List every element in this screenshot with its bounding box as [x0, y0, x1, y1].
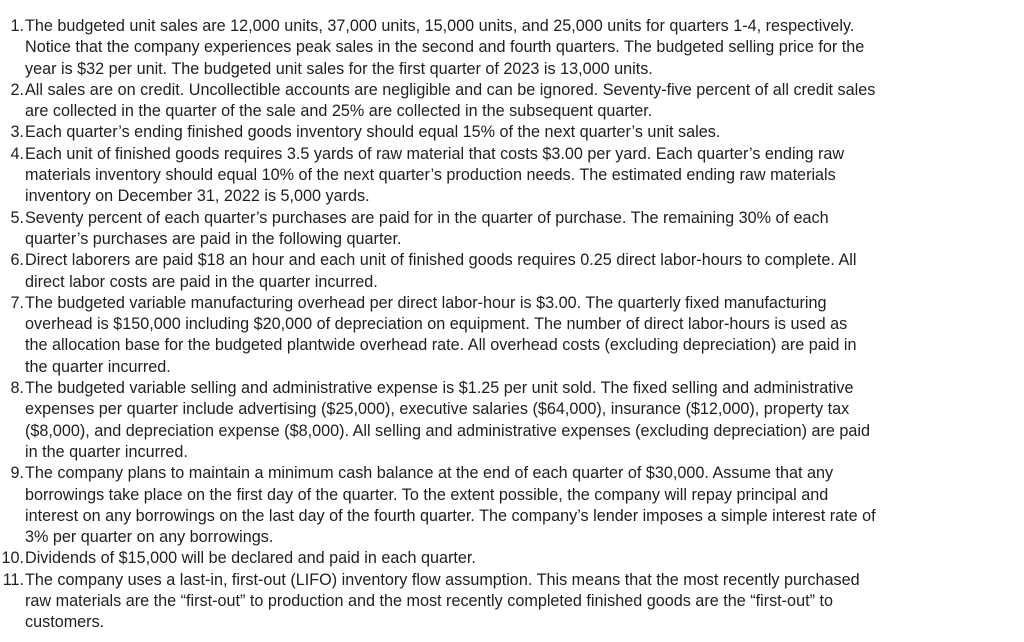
text-line: Dividends of $15,000 will be declared and paid in each quarter. [25, 549, 476, 568]
item-text [24, 570, 1016, 634]
item-number: 1. [10, 17, 24, 35]
text-line: All sales are on credit. Uncollectible accounts are negligible and can be ignored. Seventy-five percent of all credit sales [25, 80, 876, 99]
item-number: 8. [10, 379, 24, 398]
list-item-3 [0, 122, 1016, 143]
text-line: year is $32 per unit. The budgeted unit sales for the first quarter of 2023 is 13,000 units. [25, 59, 653, 78]
item-text [24, 250, 1016, 293]
list-item-11 [0, 570, 1016, 634]
item-text [24, 463, 1016, 548]
text-line: materials inventory should equal 10% of the next quarter’s production needs. The estimated ending raw materials [25, 166, 836, 185]
text-line: The budgeted variable manufacturing overhead per direct labor-hour is $3.00. The quarterly fixed manufacturing [25, 293, 827, 312]
item-text [24, 122, 1016, 143]
text-line: The company plans to maintain a minimum cash balance at the end of each quarter of $30,000. Assume that any [25, 464, 834, 483]
list-item-1 [0, 16, 1016, 80]
item-text [24, 80, 1016, 123]
item-text [24, 16, 1016, 80]
item-text [24, 208, 1016, 251]
text-line: overhead is $150,000 including $20,000 of depreciation on equipment. The number of direct labor-hours is used as [25, 315, 848, 334]
text-line: Each unit of finished goods requires 3.5 yards of raw material that costs $3.00 per yard. Each quarter’s ending raw [25, 144, 845, 163]
list-item-5 [0, 208, 1016, 251]
text-line: Direct laborers are paid $18 an hour and each unit of finished goods requires 0.25 direct labor-hours to complete. All [25, 251, 857, 270]
item-number: 11. [2, 570, 24, 589]
text-line: Each quarter’s ending finished goods inventory should equal 15% of the next quarter’s unit sales. [25, 123, 721, 142]
text-line: the quarter incurred. [25, 357, 171, 376]
item-text [24, 293, 1016, 378]
text-line: The company uses a last-in, first-out (LIFO) inventory flow assumption. This means that the most recently purchased [25, 570, 860, 589]
text-line: expenses per quarter include advertising ($25,000), executive salaries ($64,000), insurance ($12,000), property tax [25, 400, 850, 419]
list-item-7 [0, 293, 1016, 378]
text-line: The budgeted unit sales are 12,000 units, 37,000 units, 15,000 units, and 25,000 units for quarters 1-4, respectively. [25, 17, 855, 35]
text-line: customers. [25, 613, 105, 632]
item-number: 5. [10, 208, 24, 227]
text-line: The budgeted variable selling and administrative expense is $1.25 per unit sold. The fixed selling and administrative [25, 379, 854, 398]
list-item-2 [0, 80, 1016, 123]
list-item-6 [0, 250, 1016, 293]
text-line: interest on any borrowings on the last day of the fourth quarter. The company’s lender imposes a simple interest rate of [25, 506, 876, 525]
item-text [24, 378, 1016, 463]
item-text [24, 144, 1016, 208]
list-item-10 [0, 548, 1016, 569]
text-line: 3% per quarter on any borrowings. [25, 528, 274, 547]
text-line: borrowings take place on the first day of the quarter. To the extent possible, the company will repay principal and [25, 485, 829, 504]
text-line: ($8,000), and depreciation expense ($8,000). All selling and administrative expenses (excluding depreciation) are paid [25, 421, 870, 440]
text-line: Notice that the company experiences peak sales in the second and fourth quarters. The budgeted selling price for the [25, 38, 865, 57]
list-item-9 [0, 463, 1016, 548]
numbered-assumption-list [0, 16, 1016, 634]
item-number: 4. [10, 144, 24, 163]
item-text [24, 548, 1016, 569]
text-line: direct labor costs are paid in the quarter incurred. [25, 272, 378, 291]
item-number: 6. [10, 251, 24, 270]
item-number: 10. [1, 549, 24, 568]
text-line: are collected in the quarter of the sale and 25% are collected in the subsequent quarter. [25, 102, 653, 121]
text-line: Seventy percent of each quarter’s purchases are paid for in the quarter of purchase. The remaining 30% of each [25, 208, 829, 227]
text-line: quarter’s purchases are paid in the following quarter. [25, 229, 402, 248]
item-number: 3. [10, 123, 24, 142]
text-line: the allocation base for the budgeted plantwide overhead rate. All overhead costs (excluding depreciation) are paid in [25, 336, 857, 355]
item-number: 9. [10, 464, 24, 483]
text-line: raw materials are the “first-out” to production and the most recently completed finished goods are the “first-out” to [25, 592, 833, 611]
item-number: 2. [10, 80, 24, 99]
text-line: in the quarter incurred. [25, 442, 188, 461]
list-item-8 [0, 378, 1016, 463]
list-item-4 [0, 144, 1016, 208]
item-number: 7. [10, 293, 24, 312]
text-line: inventory on December 31, 2022 is 5,000 yards. [25, 187, 370, 206]
